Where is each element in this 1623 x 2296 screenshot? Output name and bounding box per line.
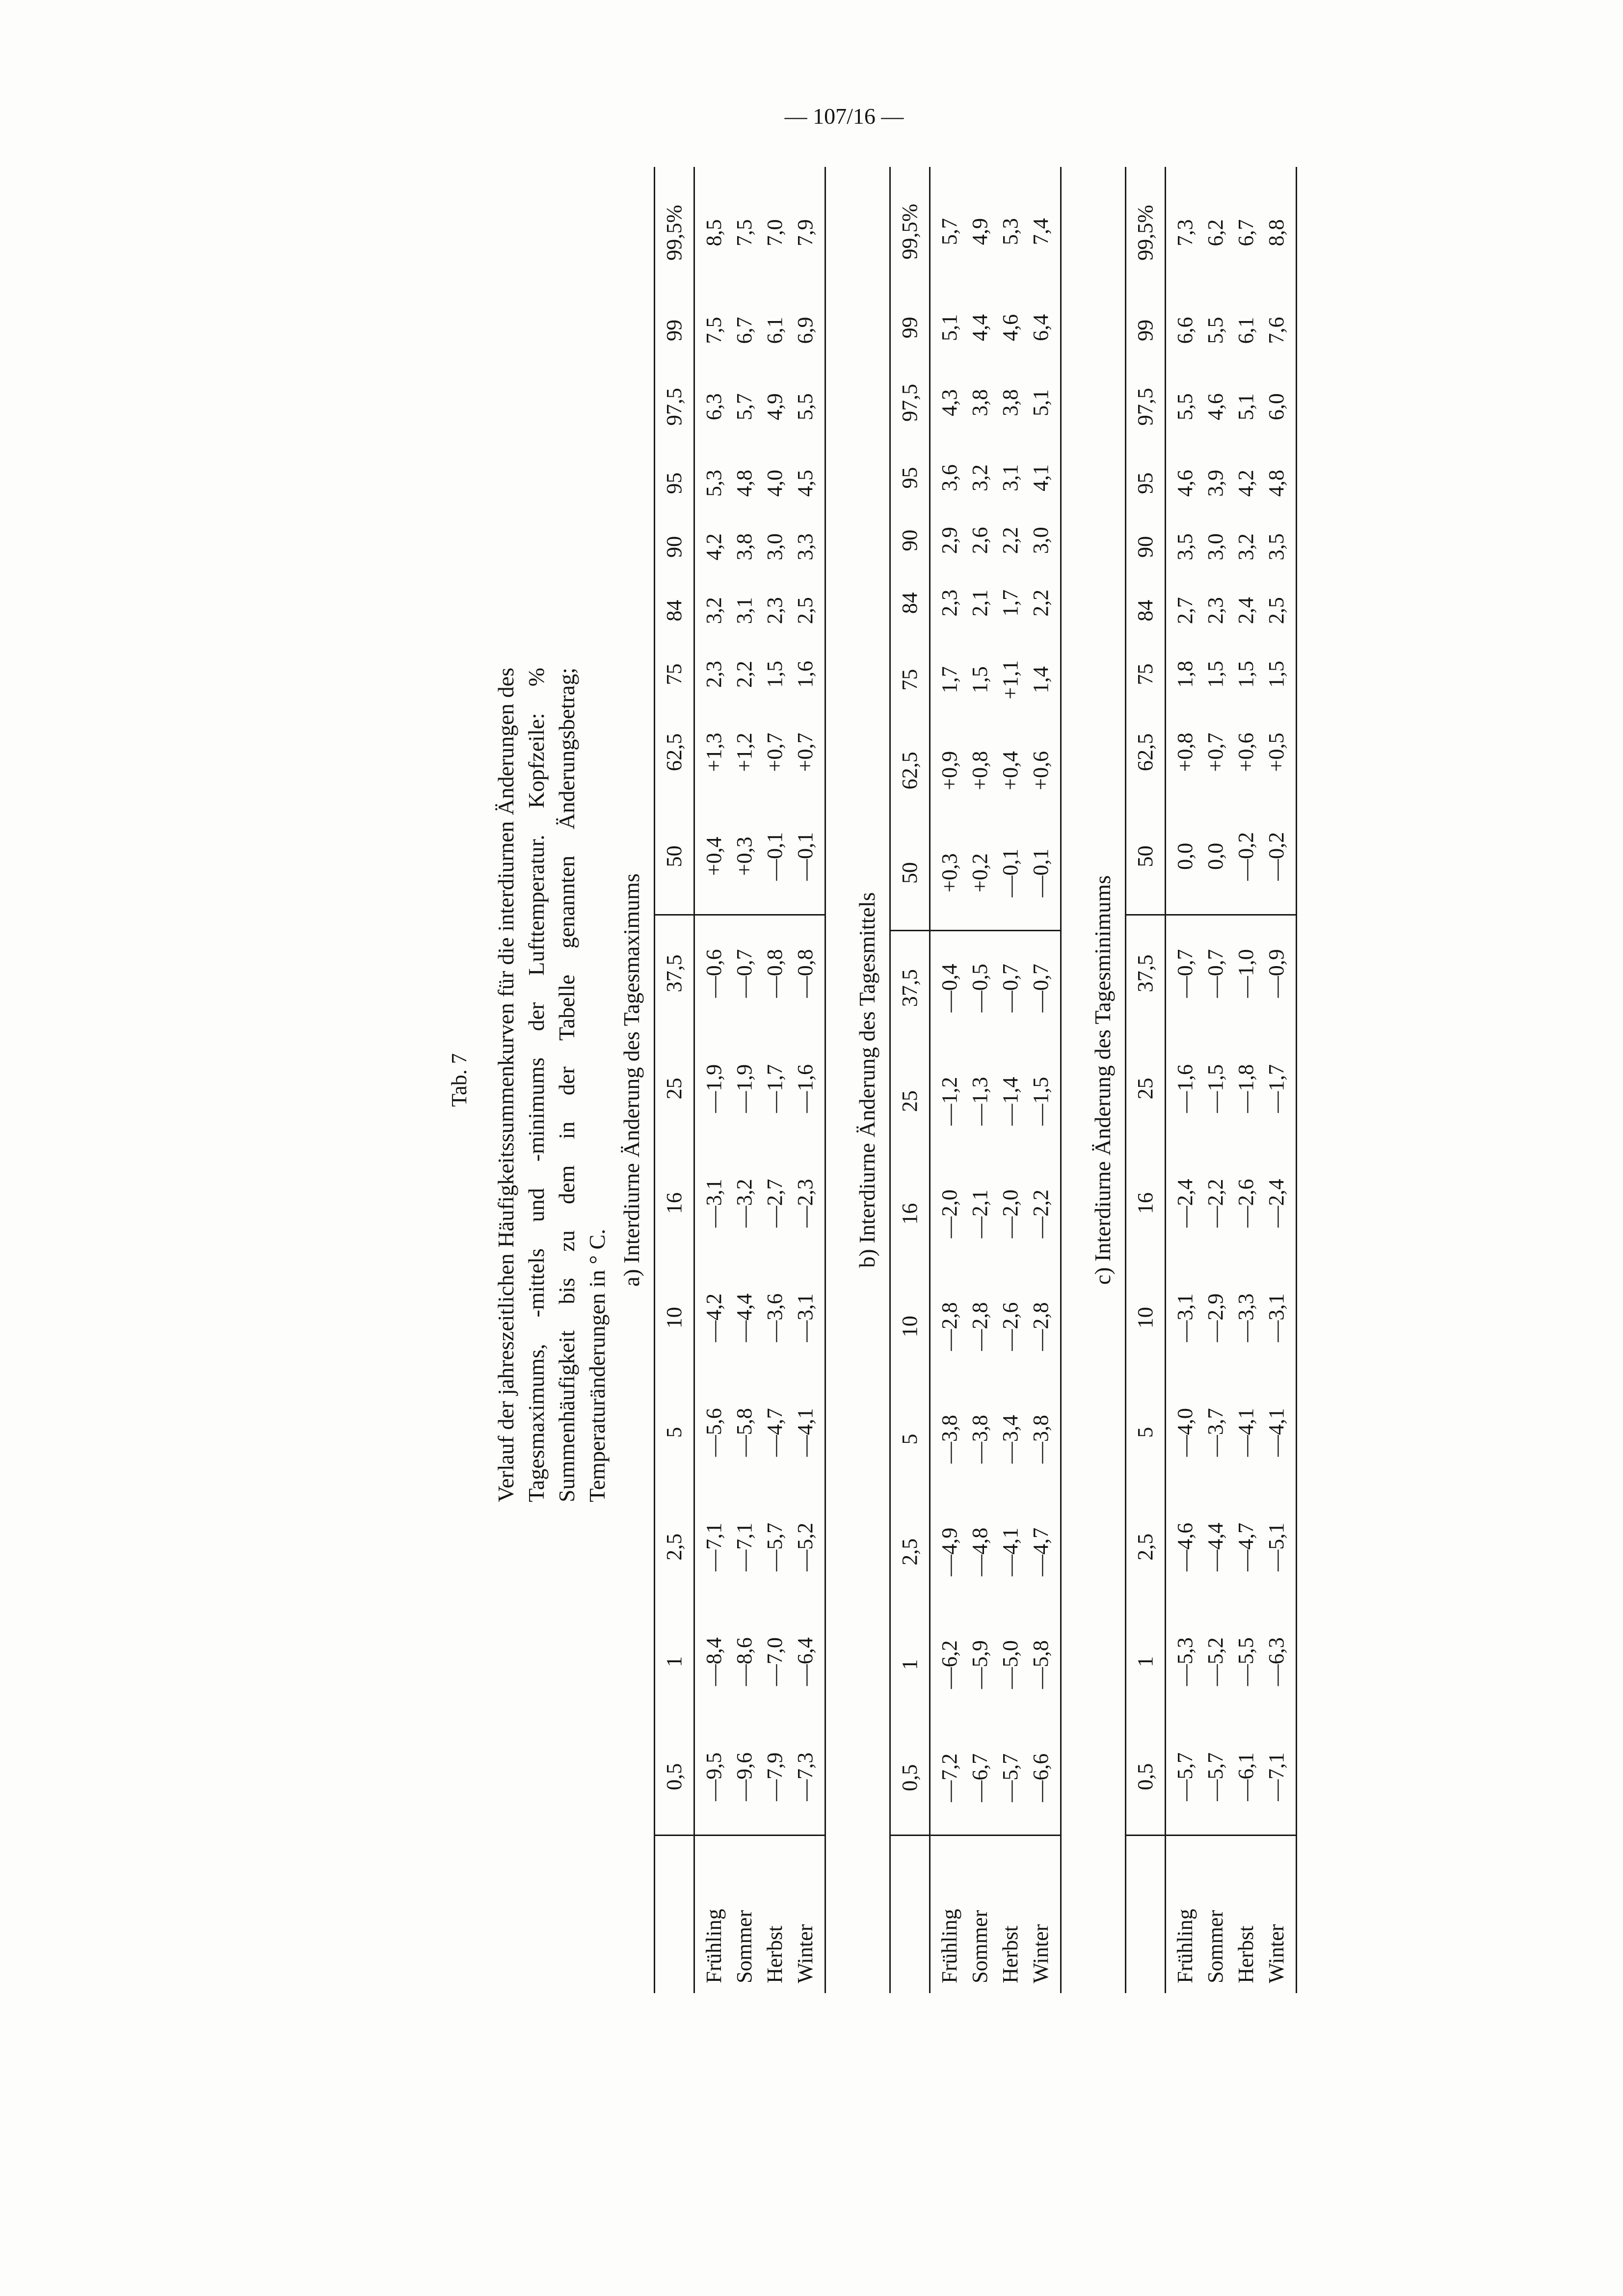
table-cell: +0,3	[732, 837, 756, 876]
table-cell: +0,8	[968, 751, 992, 790]
rotated-page-content	[157, 167, 1374, 1993]
table-row	[790, 167, 825, 1993]
column-header: 5	[890, 1383, 930, 1496]
table-cell: 4,9	[763, 393, 787, 421]
column-header: 97,5	[890, 359, 930, 447]
season-label: Winter	[790, 1836, 825, 1994]
season-label: Winter	[1261, 1836, 1297, 1994]
column-header: 2,5	[890, 1495, 930, 1608]
table-cell: 1,5	[763, 660, 787, 688]
table-cell: 7,5	[702, 317, 726, 344]
column-header: 2,5	[1126, 1490, 1166, 1604]
column-header: 1	[890, 1608, 930, 1721]
table-cell: —2,8	[937, 1302, 961, 1351]
column-header: 75	[890, 634, 930, 725]
section-title: c) Interdiurne Änderung des Tagesminimums	[1090, 875, 1115, 1285]
table-row	[1026, 167, 1061, 1993]
table-cell: 4,1	[1026, 447, 1061, 510]
column-header: 99,5%	[1126, 167, 1166, 298]
table-cell: 3,5	[1173, 533, 1197, 561]
table-cell: —2,8	[968, 1302, 992, 1351]
table-cell: —7,1	[702, 1522, 726, 1571]
table-cell: —0,1	[790, 799, 825, 915]
table-cell: —3,1	[1261, 1261, 1297, 1375]
table-cell: —2,8	[1026, 1270, 1061, 1383]
table-cell: —3,6	[763, 1293, 787, 1342]
column-header: 37,5	[655, 915, 694, 1031]
table-cell: —4,7	[1026, 1495, 1061, 1608]
column-header: 84	[1126, 579, 1166, 643]
table-cell: —4,6	[1173, 1522, 1197, 1571]
table-cell: 7,4	[1026, 167, 1061, 297]
table-cell: 6,2	[1203, 219, 1227, 246]
table-cell: —0,1	[763, 832, 787, 881]
table-cell: 4,5	[790, 451, 825, 515]
column-header: 95	[1126, 451, 1166, 515]
table-cell: 6,7	[1234, 219, 1258, 246]
table-cell: 4,8	[732, 469, 756, 497]
header-season-cell	[890, 1836, 930, 1994]
table-cell: 5,7	[732, 393, 756, 421]
column-header: 99,5%	[890, 167, 930, 297]
table-cell: —6,6	[1026, 1721, 1061, 1836]
table-cell: 3,1	[732, 597, 756, 624]
page-number: — 107/16 —	[784, 104, 904, 129]
table-cell: 1,5	[968, 666, 992, 694]
table-cell: 3,2	[968, 464, 992, 491]
table-cell: 1,5	[1234, 660, 1258, 688]
table-cell: +0,5	[1261, 706, 1297, 798]
table-caption: Verlauf der jahreszeitlichen Häufigkeitssummenkurven für die interdiurnen Änderungen des Tagesmaximums, -mittels und -minimums der Lufttemperatur. Kopfzeile: % Summenhäufigkeit bis zu dem in der Tabelle genannten Änderungsbetrag; Temperaturänderungen in ° C.	[493, 668, 610, 1502]
table-cell: 4,6	[1203, 393, 1227, 421]
table-cell: 0,0	[1203, 842, 1227, 870]
table-cell: —0,7	[729, 915, 760, 1031]
table-cell: 1,7	[937, 666, 961, 694]
column-header: 16	[890, 1158, 930, 1270]
table-row	[694, 167, 730, 1993]
table-cell: +0,9	[937, 751, 961, 790]
table-cell: —1,7	[1261, 1031, 1297, 1146]
column-header: 62,5	[655, 706, 694, 798]
table-cell: —4,9	[937, 1527, 961, 1576]
table-cell: 1,5	[1203, 660, 1227, 688]
table-cell: 6,3	[702, 393, 726, 421]
table-cell: —5,5	[1234, 1637, 1258, 1686]
table-cell: —1,4	[998, 1077, 1022, 1126]
column-header: 62,5	[890, 725, 930, 816]
table-cell: 2,7	[1173, 597, 1197, 624]
season-label: Sommer	[729, 1836, 760, 1994]
table-cell: —3,8	[968, 1415, 992, 1464]
column-header: 0,5	[1126, 1719, 1166, 1835]
table-cell: —5,8	[732, 1408, 756, 1457]
table-cell: 6,7	[732, 317, 756, 344]
table-cell: —6,4	[790, 1604, 825, 1719]
column-header: 97,5	[1126, 362, 1166, 452]
table-cell: —1,0	[1231, 915, 1261, 1031]
table-cell: —4,1	[998, 1527, 1022, 1576]
table-cell: 3,1	[998, 464, 1022, 491]
table-cell: 3,9	[1203, 469, 1227, 497]
column-header: 16	[655, 1146, 694, 1260]
table-cell: 2,2	[732, 660, 756, 688]
table-cell: 4,6	[1173, 469, 1197, 497]
column-header: 0,5	[655, 1719, 694, 1835]
table-cell: +0,7	[763, 732, 787, 772]
table-cell: +1,1	[998, 660, 1022, 700]
table-cell: —5,7	[1173, 1752, 1197, 1801]
table-cell: 1,8	[1173, 660, 1197, 688]
column-header: 37,5	[1126, 915, 1166, 1031]
table-cell: —5,0	[998, 1640, 1022, 1689]
column-header: 90	[1126, 515, 1166, 579]
table-cell: —0,8	[760, 915, 790, 1031]
table-cell: 1,5	[1261, 643, 1297, 706]
table-cell: —3,1	[790, 1261, 825, 1375]
table-cell: —1,8	[1234, 1064, 1258, 1113]
table-cell: —1,9	[732, 1064, 756, 1113]
table-cell: —7,1	[732, 1522, 756, 1571]
table-cell: 3,8	[998, 389, 1022, 416]
header-row	[1126, 167, 1166, 1993]
header-row	[655, 167, 694, 1993]
table-cell: 1,7	[998, 589, 1022, 617]
section-title: b) Interdiurne Änderung des Tagesmittels	[854, 892, 879, 1268]
table-cell: +0,7	[1203, 732, 1227, 772]
table-cell: —9,5	[702, 1752, 726, 1801]
table-cell: —1,7	[763, 1064, 787, 1113]
table-cell: —8,6	[732, 1637, 756, 1686]
table-cell: 6,9	[790, 298, 825, 362]
table-cell: —0,7	[1166, 915, 1201, 1031]
table-cell: —4,0	[1173, 1408, 1197, 1457]
table-cell: —2,7	[763, 1179, 787, 1228]
table-cell: 2,6	[968, 527, 992, 554]
table-cell: +0,3	[937, 853, 961, 892]
table-cell: 2,3	[702, 660, 726, 688]
column-header: 84	[890, 572, 930, 635]
table-cell: 7,6	[1261, 298, 1297, 362]
table-cell: 6,4	[1026, 297, 1061, 359]
column-header: 95	[890, 447, 930, 510]
table-cell: —7,3	[790, 1719, 825, 1835]
table-cell: 2,9	[937, 527, 961, 554]
table-cell: —0,8	[790, 915, 825, 1031]
table-cell: —5,3	[1173, 1637, 1197, 1686]
column-header: 1	[1126, 1604, 1166, 1719]
table-cell: —0,7	[1200, 915, 1231, 1031]
table-cell: —0,1	[1026, 816, 1061, 930]
table-cell: —2,2	[1026, 1158, 1061, 1270]
table-cell: 3,8	[732, 533, 756, 561]
column-header: 25	[1126, 1031, 1166, 1146]
table-cell: —1,6	[1173, 1064, 1197, 1113]
table-cell: —0,1	[998, 848, 1022, 897]
table-cell: 3,0	[1026, 509, 1061, 572]
table-cell: +0,8	[1173, 732, 1197, 772]
table-cell: 8,8	[1261, 167, 1297, 298]
table-cell: 7,5	[732, 219, 756, 246]
season-label: Herbst	[995, 1836, 1026, 1994]
column-header: 37,5	[890, 930, 930, 1045]
table-cell: 0,0	[1173, 842, 1197, 870]
table-cell: 1,4	[1026, 634, 1061, 725]
table-cell: 4,0	[763, 469, 787, 497]
table-cell: 5,3	[702, 469, 726, 497]
table-cell: 4,4	[968, 314, 992, 341]
table-cell: —5,2	[1203, 1637, 1227, 1686]
table-cell: 2,5	[790, 579, 825, 643]
section-title: a) Interdiurne Änderung des Tagesmaximums	[619, 873, 644, 1287]
data-table	[1125, 167, 1297, 1993]
table-cell: 7,9	[790, 167, 825, 298]
table-cell: 6,6	[1173, 317, 1197, 344]
season-label: Frühling	[1166, 1836, 1201, 1994]
table-cell: —6,7	[968, 1753, 992, 1802]
column-header: 97,5	[655, 362, 694, 452]
table-cell: —5,2	[790, 1490, 825, 1604]
table-cell: —0,9	[1261, 915, 1297, 1031]
table-cell: 8,5	[702, 219, 726, 246]
table-cell: —2,1	[968, 1189, 992, 1239]
table-cell: —8,4	[702, 1637, 726, 1686]
table-cell: —4,7	[1234, 1522, 1258, 1571]
table-cell: —3,2	[732, 1179, 756, 1228]
table-cell: 2,3	[1203, 597, 1227, 624]
column-header: 90	[890, 509, 930, 572]
table-cell: 1,6	[790, 643, 825, 706]
column-header: 99	[890, 297, 930, 359]
table-cell: +1,3	[702, 732, 726, 772]
table-cell: 2,2	[998, 527, 1022, 554]
table-cell: —1,9	[702, 1064, 726, 1113]
table-cell: 3,3	[790, 515, 825, 579]
table-cell: 4,2	[1234, 469, 1258, 497]
table-row	[965, 167, 995, 1993]
column-header: 10	[1126, 1261, 1166, 1375]
column-header: 2,5	[655, 1490, 694, 1604]
table-cell: +0,2	[968, 853, 992, 892]
column-header: 50	[890, 816, 930, 930]
table-cell: 3,0	[763, 533, 787, 561]
table-cell: 3,2	[702, 597, 726, 624]
table-cell: —3,1	[1173, 1293, 1197, 1342]
column-header: 1	[655, 1604, 694, 1719]
column-header: 5	[1126, 1375, 1166, 1489]
header-season-cell	[1126, 1836, 1166, 1994]
table-row	[729, 167, 760, 1993]
table-cell: —7,1	[1261, 1719, 1297, 1835]
table-row	[1261, 167, 1297, 1993]
table-cell: 2,4	[1234, 597, 1258, 624]
table-cell: —2,9	[1203, 1293, 1227, 1342]
table-label: Tab. 7	[447, 1053, 471, 1107]
season-label: Frühling	[930, 1836, 965, 1994]
table-row	[1231, 167, 1261, 1993]
column-header: 99	[655, 298, 694, 362]
table-cell: —3,8	[1026, 1383, 1061, 1496]
table-cell: —3,4	[998, 1415, 1022, 1464]
table-cell: —1,6	[790, 1031, 825, 1146]
column-header: 10	[890, 1270, 930, 1383]
table-cell: —2,6	[998, 1302, 1022, 1351]
table-cell: 6,1	[1234, 317, 1258, 344]
table-cell: 2,3	[763, 597, 787, 624]
table-cell: —4,7	[763, 1408, 787, 1457]
table-cell: —0,2	[1261, 799, 1297, 915]
table-cell: —9,6	[732, 1752, 756, 1801]
table-cell: —5,8	[1026, 1608, 1061, 1721]
table-cell: —3,3	[1234, 1293, 1258, 1342]
table-cell: —2,4	[1261, 1146, 1297, 1260]
table-cell: +0,6	[1234, 732, 1258, 772]
header-row	[890, 167, 930, 1993]
table-cell: 7,0	[763, 219, 787, 246]
table-cell: —4,8	[968, 1527, 992, 1576]
table-cell: —4,4	[732, 1293, 756, 1342]
table-cell: —4,2	[702, 1293, 726, 1342]
table-cell: 5,1	[1026, 359, 1061, 447]
season-label: Herbst	[1231, 1836, 1261, 1994]
table-cell: —1,5	[1203, 1064, 1227, 1113]
column-header: 25	[890, 1045, 930, 1158]
column-header: 99	[1126, 298, 1166, 362]
table-cell: —5,7	[1203, 1752, 1227, 1801]
table-cell: +0,6	[1026, 725, 1061, 816]
column-header: 50	[655, 799, 694, 915]
table-cell: —4,4	[1203, 1522, 1227, 1571]
table-cell: —6,3	[1261, 1604, 1297, 1719]
table-cell: 7,3	[1173, 219, 1197, 246]
table-cell: —2,6	[1234, 1179, 1258, 1228]
table-cell: 4,3	[937, 389, 961, 416]
column-header: 50	[1126, 799, 1166, 915]
table-cell: +0,7	[790, 706, 825, 798]
data-table	[889, 167, 1062, 1993]
table-cell: —6,2	[937, 1640, 961, 1689]
table-cell: 3,2	[1234, 533, 1258, 561]
column-header: 90	[655, 515, 694, 579]
table-cell: 5,3	[998, 218, 1022, 245]
table-cell: —4,1	[1234, 1408, 1258, 1457]
table-cell: +1,2	[732, 732, 756, 772]
table-cell: —0,7	[995, 930, 1026, 1045]
table-cell: —5,1	[1261, 1490, 1297, 1604]
table-cell: 2,5	[1261, 579, 1297, 643]
table-cell: —1,2	[937, 1077, 961, 1126]
table-cell: +0,4	[998, 751, 1022, 790]
table-cell: —1,5	[1026, 1045, 1061, 1158]
table-cell: 3,8	[968, 389, 992, 416]
table-cell: 2,3	[937, 589, 961, 617]
table-cell: 2,1	[968, 589, 992, 617]
table-cell: —7,2	[937, 1753, 961, 1802]
table-cell: —3,7	[1203, 1408, 1227, 1457]
season-label: Sommer	[965, 1836, 995, 1994]
column-header: 75	[1126, 643, 1166, 706]
table-cell: 4,6	[998, 314, 1022, 341]
table-cell: —0,4	[930, 930, 965, 1045]
table-cell: 5,5	[1203, 317, 1227, 344]
column-header: 25	[655, 1031, 694, 1146]
table-cell: —2,3	[790, 1146, 825, 1260]
table-cell: +0,4	[702, 837, 726, 876]
table-cell: —5,9	[968, 1640, 992, 1689]
season-label: Frühling	[694, 1836, 730, 1994]
data-table	[654, 167, 826, 1993]
header-season-cell	[655, 1836, 694, 1994]
table-cell: —5,7	[998, 1753, 1022, 1802]
table-row	[995, 167, 1026, 1993]
table-cell: —3,1	[702, 1179, 726, 1228]
column-header: 99,5%	[655, 167, 694, 298]
table-cell: —4,1	[1261, 1375, 1297, 1489]
table-cell: —2,0	[937, 1189, 961, 1239]
table-cell: —0,5	[965, 930, 995, 1045]
table-cell: 6,1	[763, 317, 787, 344]
table-cell: —2,0	[998, 1189, 1022, 1239]
column-header: 95	[655, 451, 694, 515]
column-header: 84	[655, 579, 694, 643]
table-row	[760, 167, 790, 1993]
table-row	[1166, 167, 1201, 1993]
table-row	[930, 167, 965, 1993]
table-cell: 4,2	[702, 533, 726, 561]
table-cell: 3,5	[1261, 515, 1297, 579]
table-cell: 6,0	[1261, 362, 1297, 452]
table-cell: 4,8	[1261, 451, 1297, 515]
table-cell: —4,1	[790, 1375, 825, 1489]
table-cell: 5,1	[1234, 393, 1258, 421]
table-cell: —5,7	[763, 1522, 787, 1571]
column-header: 75	[655, 643, 694, 706]
table-cell: 4,9	[968, 218, 992, 245]
table-cell: —3,8	[937, 1415, 961, 1464]
table-cell: —7,9	[763, 1752, 787, 1801]
table-cell: —7,0	[763, 1637, 787, 1686]
table-cell: —1,3	[968, 1077, 992, 1126]
season-label: Winter	[1026, 1836, 1061, 1994]
table-cell: 5,5	[1173, 393, 1197, 421]
table-cell: 3,0	[1203, 533, 1227, 561]
table-cell: —0,7	[1026, 930, 1061, 1045]
season-label: Herbst	[760, 1836, 790, 1994]
column-header: 16	[1126, 1146, 1166, 1260]
table-row	[1200, 167, 1231, 1993]
table-cell: 3,6	[937, 464, 961, 491]
table-cell: —2,2	[1203, 1179, 1227, 1228]
table-cell: —2,4	[1173, 1179, 1197, 1228]
table-cell: 5,1	[937, 314, 961, 341]
column-header: 5	[655, 1375, 694, 1489]
table-cell: 5,7	[937, 218, 961, 245]
column-header: 62,5	[1126, 706, 1166, 798]
table-cell: 2,2	[1026, 572, 1061, 635]
table-cell: —0,2	[1234, 832, 1258, 881]
column-header: 10	[655, 1261, 694, 1375]
table-cell: —0,6	[694, 915, 730, 1031]
column-header: 0,5	[890, 1721, 930, 1836]
season-label: Sommer	[1200, 1836, 1231, 1994]
table-cell: —6,1	[1234, 1752, 1258, 1801]
table-cell: —5,6	[702, 1408, 726, 1457]
table-cell: 5,5	[790, 362, 825, 452]
